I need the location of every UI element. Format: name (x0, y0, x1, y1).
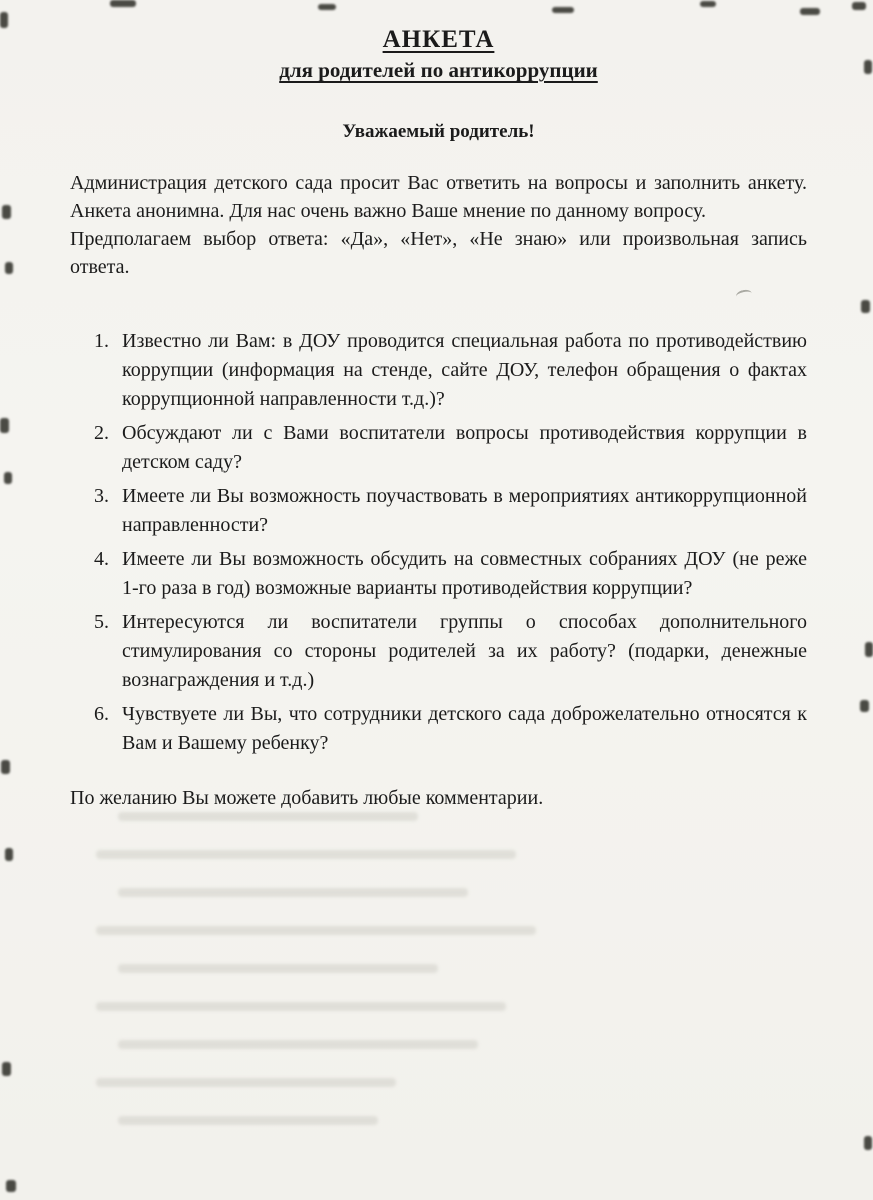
scan-artifact (5, 848, 13, 861)
scan-artifact (5, 262, 13, 274)
scan-artifact (318, 4, 336, 10)
question-text: Чувствуете ли Вы, что сотрудники детского сада доброжелательно относятся к Вам и Вашему ребенку? (122, 703, 807, 754)
scan-artifact (864, 1136, 872, 1150)
intro-paragraph-2: Предполагаем выбор ответа: «Да», «Нет», «Не знаю» или произвольная запись ответа. (70, 228, 807, 278)
question-list (70, 327, 807, 758)
bleed-through-text (96, 1002, 506, 1011)
question-number: 1. (94, 330, 109, 352)
closing-line: По желанию Вы можете добавить любые комментарии. (70, 787, 544, 809)
question-item (94, 482, 807, 540)
scan-artifact (700, 1, 716, 7)
question-item (94, 327, 807, 414)
scan-artifact (552, 7, 574, 13)
question-text: Интересуются ли воспитатели группы о способах дополнительного стимулирования со стороны родителей за их работу? (подарки, денежные вознаграждения и т.д.) (122, 611, 807, 691)
scan-artifact (1, 760, 10, 774)
scan-artifact (0, 418, 9, 433)
greeting-line: Уважаемый родитель! (342, 121, 535, 142)
question-number: 6. (94, 703, 109, 725)
scan-artifact (800, 8, 820, 15)
scan-artifact (852, 2, 866, 10)
question-text: Известно ли Вам: в ДОУ проводится специальная работа по противодействию коррупции (информация на стенде, сайте ДОУ, телефон обращения о фактах коррупционной направленности т.д.)? (122, 330, 807, 410)
question-item (94, 545, 807, 603)
document-title: АНКЕТА (382, 26, 495, 53)
question-text: Имеете ли Вы возможность обсудить на совместных собраниях ДОУ (не реже 1-го раза в год) возможные варианты противодействия коррупции? (122, 548, 807, 599)
question-number: 4. (94, 548, 109, 570)
scan-artifact (861, 300, 870, 313)
bleed-through-text (118, 964, 438, 973)
question-text: Обсуждают ли с Вами воспитатели вопросы противодействия коррупции в детском саду? (122, 422, 807, 473)
intro-paragraph-1: Администрация детского сада просит Вас ответить на вопросы и заполнить анкету. Анкета анонимна. Для нас очень важно Ваше мнение по данному вопросу. (70, 172, 807, 222)
bleed-through-text (118, 1116, 378, 1125)
question-item (94, 608, 807, 695)
scan-artifact (860, 700, 869, 712)
scan-artifact (865, 642, 873, 657)
question-text: Имеете ли Вы возможность поучаствовать в мероприятиях антикоррупционной направленности? (122, 485, 807, 536)
document-content (70, 26, 807, 832)
bleed-through-text (96, 1078, 396, 1087)
scan-artifact (0, 12, 8, 28)
scan-artifact (2, 205, 11, 219)
bleed-through-text (96, 926, 536, 935)
bleed-through-text (96, 850, 516, 859)
document-subtitle: для родителей по антикоррупции (279, 58, 598, 82)
question-number: 2. (94, 422, 109, 444)
scan-artifact (6, 1180, 16, 1192)
scan-artifact (4, 472, 12, 484)
question-item (94, 700, 807, 758)
scan-artifact (864, 60, 872, 74)
bleed-through-text (118, 1040, 478, 1049)
scan-artifact (2, 1062, 11, 1076)
bleed-through-text (118, 888, 468, 897)
question-item (94, 419, 807, 477)
scan-artifact (110, 0, 136, 7)
question-number: 5. (94, 611, 109, 633)
question-number: 3. (94, 485, 109, 507)
